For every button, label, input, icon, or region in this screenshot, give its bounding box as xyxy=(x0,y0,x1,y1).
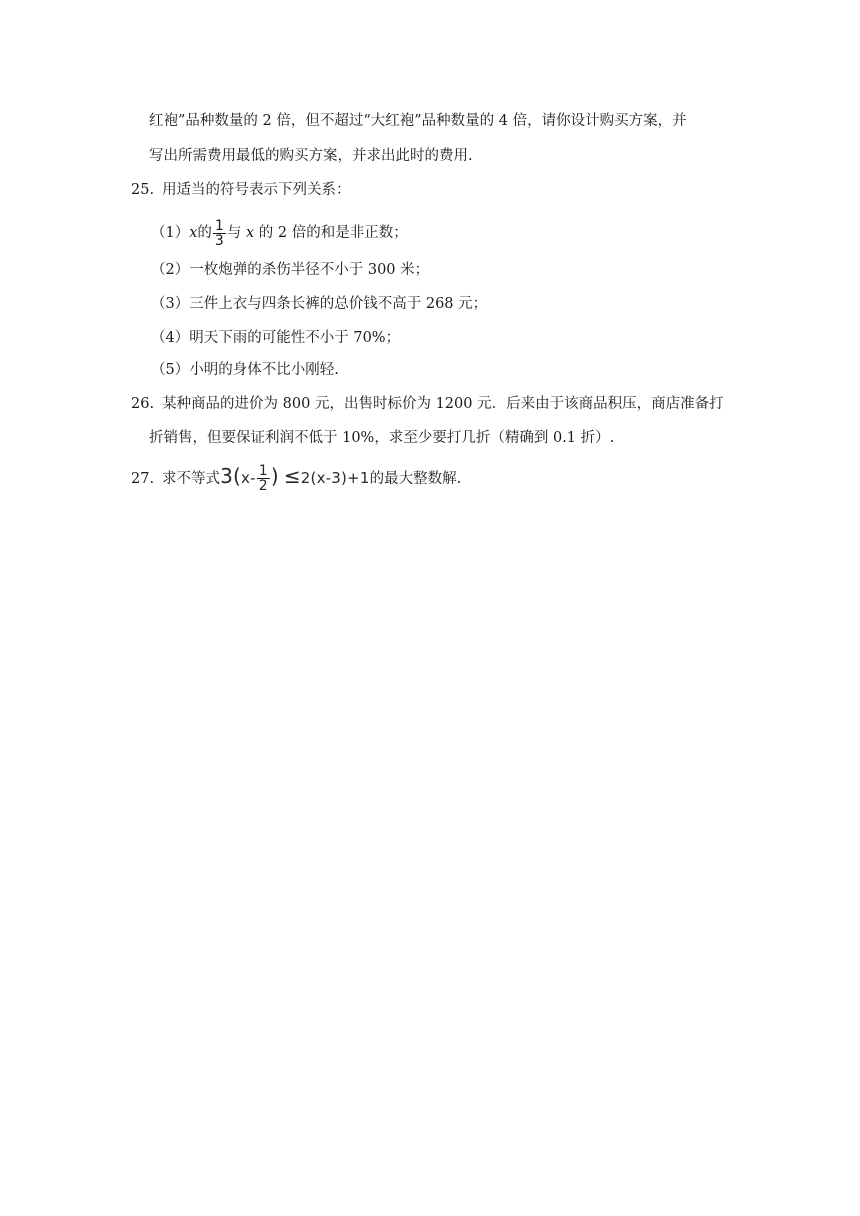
inequality-inner: x- xyxy=(241,469,256,487)
q26-line-1 xyxy=(131,394,724,414)
q25-item-1-var2: x xyxy=(245,225,255,241)
q25-item-4-text: 明天下雨的可能性不小于 70%； xyxy=(189,330,401,346)
q25-item-1 xyxy=(151,218,408,248)
q26-number: 26. xyxy=(131,396,155,412)
q25-item-3-label: （3） xyxy=(151,296,190,312)
inequality-relation: ≤ xyxy=(283,464,301,488)
q25-item-1-label: （1） xyxy=(151,225,190,241)
inequality-coefficient: 3 xyxy=(220,464,233,488)
q25-stem-text: 用适当的符号表示下列关系： xyxy=(162,182,351,198)
q25-item-4 xyxy=(151,328,400,348)
q25-item-3-text: 三件上衣与四条长裤的总价钱不高于 268 元； xyxy=(189,296,488,312)
one-half-numerator: 1 xyxy=(258,463,268,479)
inequality-open-paren: ( xyxy=(233,464,242,488)
q25-item-1-pre: 的 xyxy=(197,225,212,241)
one-third-fraction xyxy=(213,219,226,248)
q25-item-1-var: x xyxy=(189,225,198,241)
q25-number: 25. xyxy=(131,182,155,198)
inequality-formula xyxy=(220,463,370,494)
one-half-fraction xyxy=(257,464,270,493)
q27-pre: 求不等式 xyxy=(162,471,221,487)
q25-stem xyxy=(131,180,351,200)
q25-item-4-label: （4） xyxy=(151,330,190,346)
one-half-denominator: 2 xyxy=(258,478,268,494)
q25-item-2-label: （2） xyxy=(151,262,190,278)
q25-item-5-text: 小明的身体不比小刚轻. xyxy=(189,362,339,378)
q24-text-line-2: 写出所需费用最低的购买方案，并求出此时的费用. xyxy=(149,148,473,164)
q25-item-1-post: 的 2 倍的和是非正数； xyxy=(258,225,408,241)
q25-item-5 xyxy=(151,360,339,380)
q25-item-5-label: （5） xyxy=(151,362,190,378)
q24-text-line-1: 红袍”品种数量的 2 倍，但不超过“大红袍”品种数量的 4 倍，请你设计购买方案，并 xyxy=(149,113,687,129)
inequality-close-paren: ) xyxy=(270,464,279,488)
q27-post: 的最大整数解. xyxy=(369,471,462,487)
q26-line-2: 折销售，但要保证利润不低于 10%，求至少要打几折（精确到 0.1 折）. xyxy=(149,430,615,446)
one-third-numerator: 1 xyxy=(214,217,224,234)
q25-item-2-text: 一枚炮弹的杀伤半径不小于 300 米； xyxy=(189,262,430,278)
q25-item-2 xyxy=(151,260,429,280)
inequality-rhs: 2(x-3)+1 xyxy=(300,469,370,487)
q26-text-1: 某种商品的进价为 800 元，出售时标价为 1200 元．后来由于该商品积压，商店准备打 xyxy=(162,396,724,412)
q27-line xyxy=(131,460,461,495)
q27-number: 27. xyxy=(131,471,155,487)
q25-item-1-mid: 与 xyxy=(226,225,242,241)
one-third-denominator: 3 xyxy=(214,232,224,249)
q25-item-3 xyxy=(151,294,487,314)
